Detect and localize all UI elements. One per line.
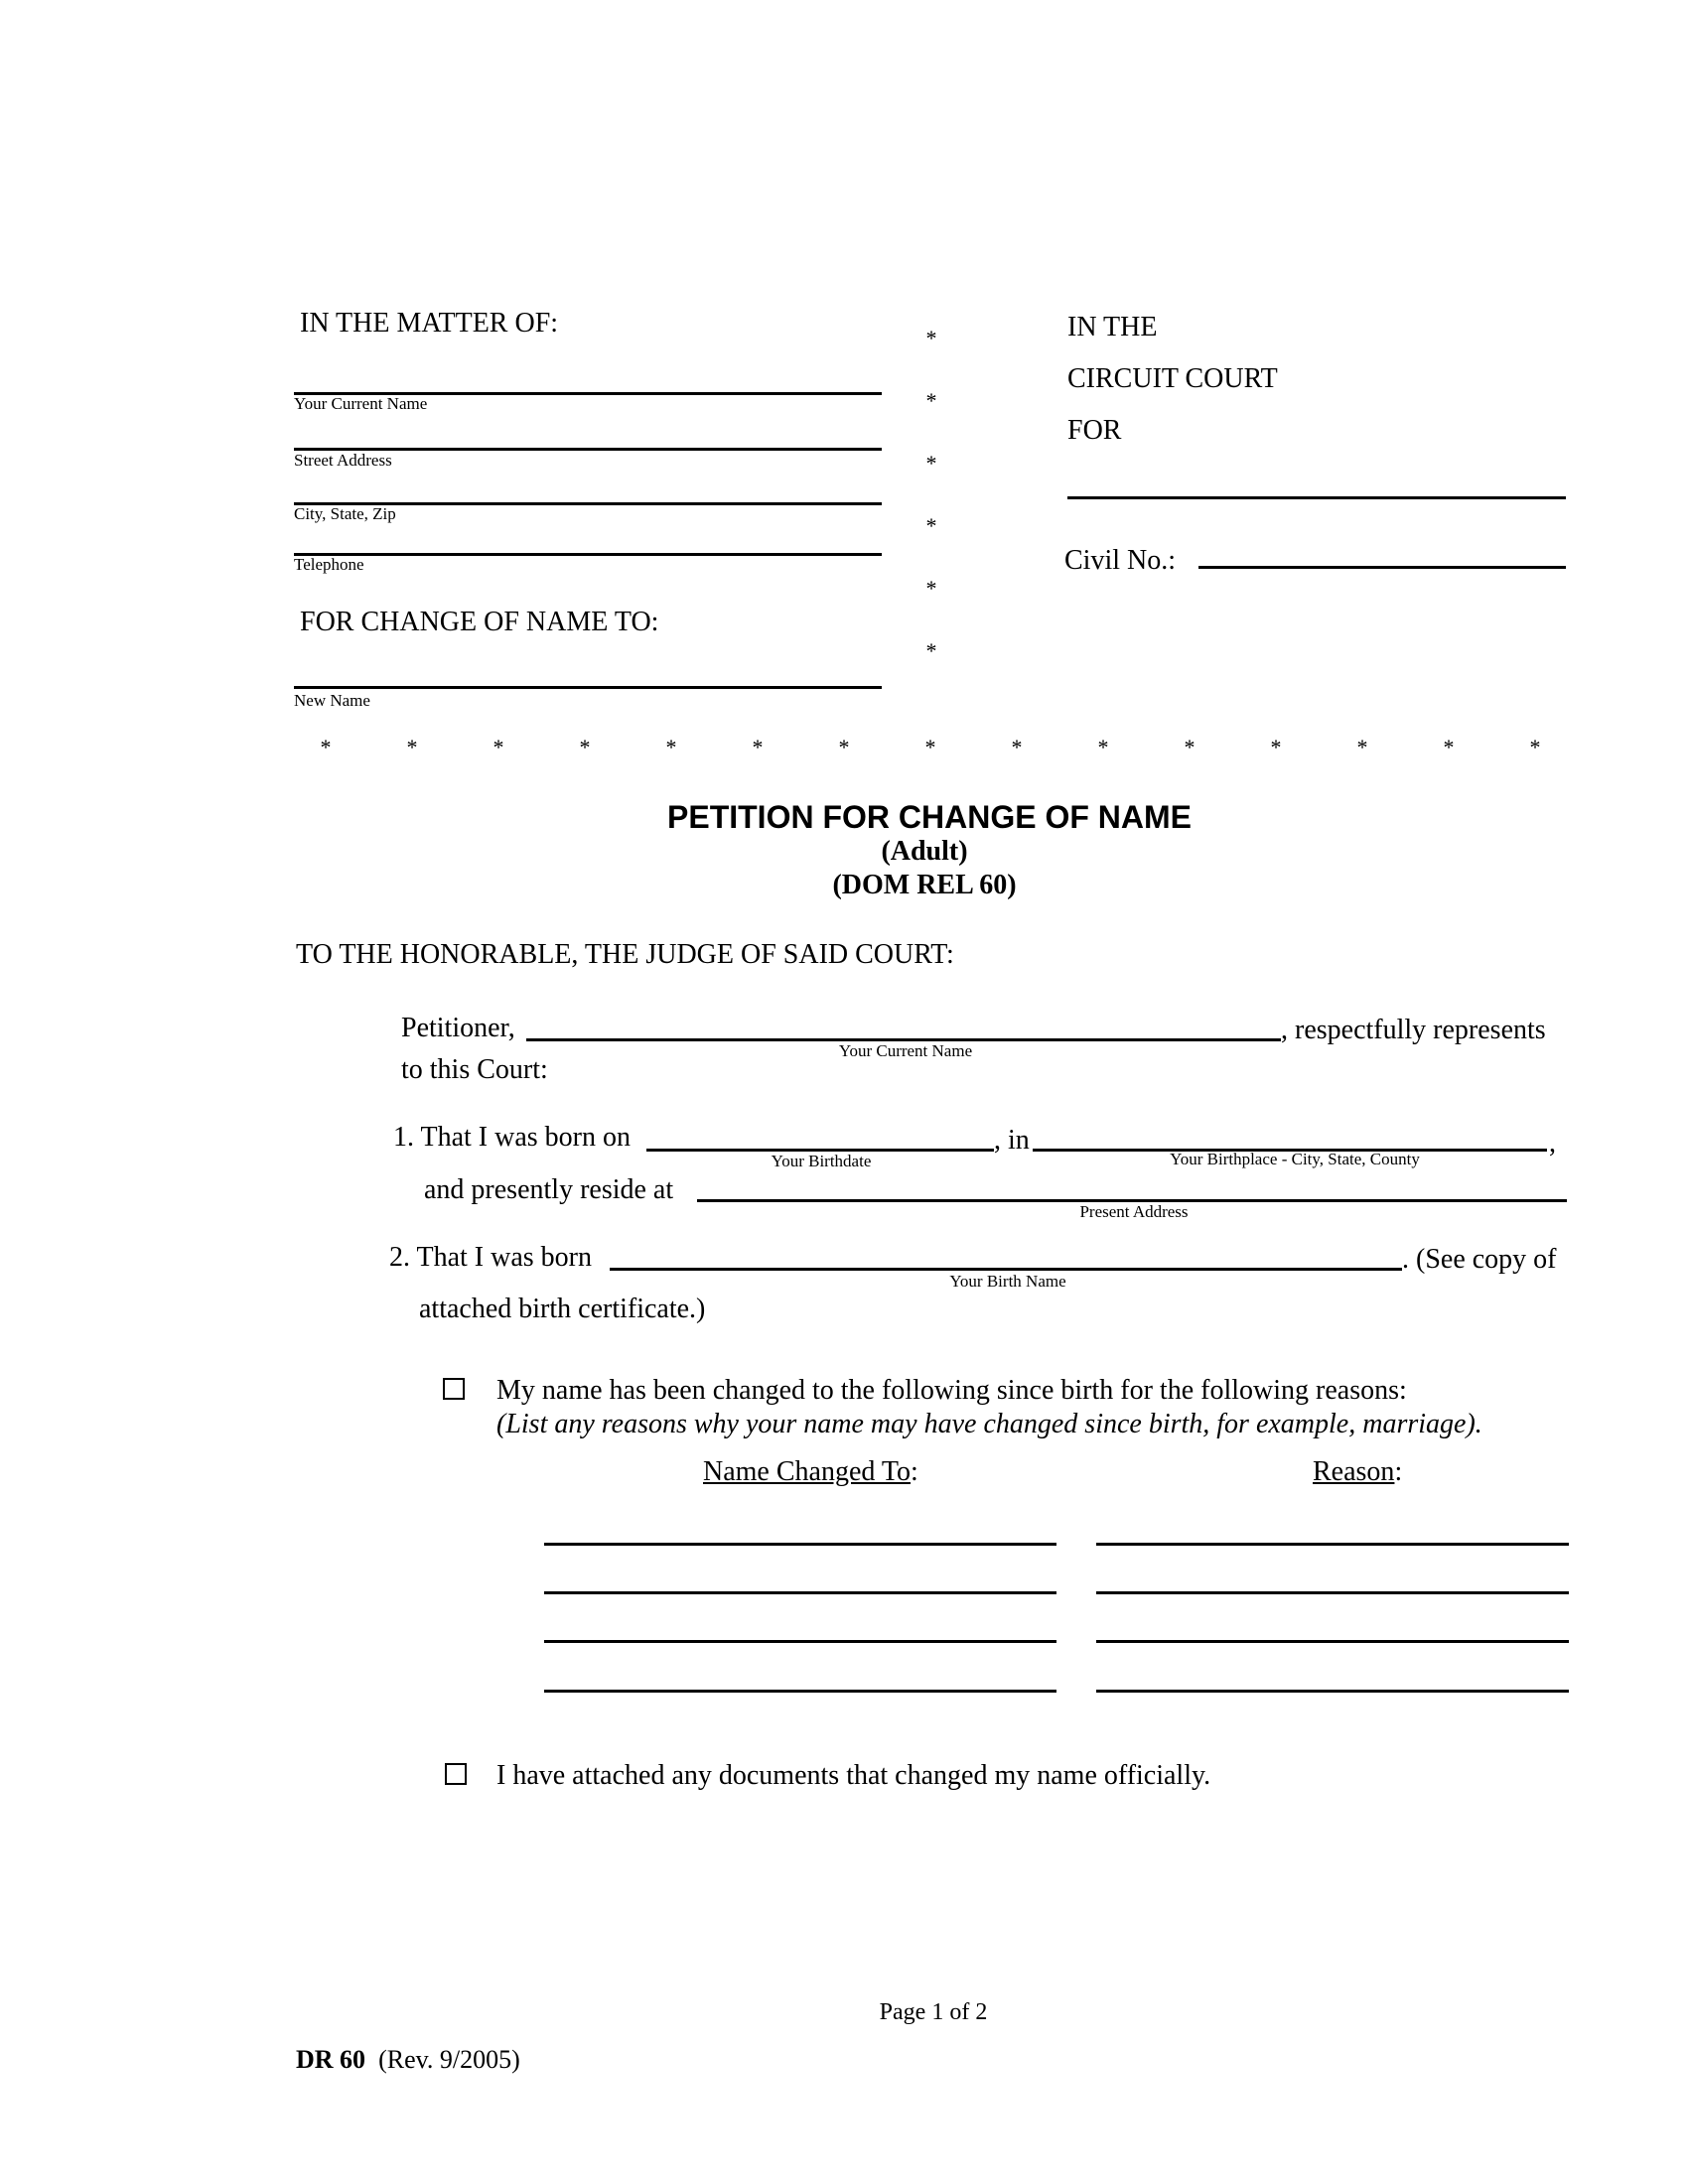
separator-star: * [925,451,937,476]
name-changed-to-header [703,1456,918,1488]
separator-star: * [925,388,937,413]
present-address-label: Present Address [1079,1202,1189,1221]
divider-star: * [492,735,504,759]
divider-star: * [1097,735,1109,759]
current-name-label: Your Current Name [294,394,428,413]
reside-label: and presently reside at [424,1174,674,1205]
name-changed-field-3[interactable] [544,1640,1056,1643]
reason-field-3[interactable] [1096,1640,1569,1643]
civil-no-label: Civil No.: [1064,545,1177,576]
city-state-zip-label: City, State, Zip [294,504,396,523]
item2-born: 2. That I was born [389,1242,592,1273]
form-id: DR 60 [296,2045,366,2074]
divider-star: * [1270,735,1282,759]
divider-star: * [838,735,850,759]
name-changed-text: My name has been changed to the following since birth for the following reasons: [496,1375,1407,1406]
separator-star: * [925,576,937,601]
telephone-field[interactable] [294,553,882,556]
respectfully-represents: , respectfully represents [1281,1015,1546,1045]
divider-star: * [1443,735,1455,759]
reason-header [1313,1456,1402,1488]
documents-attached-text: I have attached any documents that changed my name officially. [496,1760,1211,1791]
civil-no-field[interactable] [1198,566,1566,569]
divider-star: * [1011,735,1023,759]
divider-star: * [1529,735,1541,759]
birth-name-label: Your Birth Name [949,1272,1066,1291]
new-name-label: New Name [294,691,370,710]
divider-star: * [1356,735,1368,759]
item1-born-on: 1. That I was born on [393,1122,631,1153]
page-title: PETITION FOR CHANGE OF NAME [667,799,1192,835]
divider-star: * [320,735,332,759]
matter-of-heading: IN THE MATTER OF: [300,308,559,339]
separator-star: * [925,326,937,350]
county-field[interactable] [1067,496,1566,499]
documents-attached-checkbox[interactable] [445,1763,467,1785]
name-changed-note: (List any reasons why your name may have changed since birth, for example, marriage). [496,1409,1482,1439]
petitioner-label: Petitioner, [401,1013,515,1043]
change-to-heading: FOR CHANGE OF NAME TO: [300,607,659,637]
birthplace-label: Your Birthplace - City, State, County [1170,1150,1420,1168]
new-name-field[interactable] [294,686,882,689]
court-circuit-court: CIRCUIT COURT [1067,363,1278,394]
name-changed-field-2[interactable] [544,1591,1056,1594]
petitioner-name-label: Your Current Name [838,1041,973,1060]
page-subtitle: (Adult) [881,836,968,867]
divider-star: * [752,735,764,759]
item1-comma: , [1549,1128,1556,1159]
form-revision: (Rev. 9/2005) [378,2045,520,2074]
name-changed-to-text: Name Changed To [703,1456,912,1487]
colon: : [911,1456,918,1487]
to-this-court: to this Court: [401,1054,548,1085]
divider-star: * [1184,735,1196,759]
reason-field-2[interactable] [1096,1591,1569,1594]
item1-in: , in [994,1125,1030,1156]
name-changed-field-1[interactable] [544,1543,1056,1546]
court-in-the: IN THE [1067,312,1158,342]
see-copy-of: . (See copy of [1402,1244,1557,1275]
birth-name-field[interactable] [610,1268,1402,1271]
attached-birth-certificate: attached birth certificate.) [419,1294,706,1324]
divider-star: * [579,735,591,759]
street-address-label: Street Address [294,451,392,470]
page-number: Page 1 of 2 [879,1999,988,2025]
form-code: (DOM REL 60) [832,870,1017,900]
name-changed-checkbox[interactable] [443,1378,465,1400]
reason-field-4[interactable] [1096,1690,1569,1693]
separator-star: * [925,513,937,538]
separator-star: * [925,638,937,663]
salutation: TO THE HONORABLE, THE JUDGE OF SAID COURT: [296,939,954,970]
divider-star: * [924,735,936,759]
name-changed-field-4[interactable] [544,1690,1056,1693]
court-for: FOR [1067,415,1122,446]
colon: : [1394,1456,1403,1487]
divider-star: * [406,735,418,759]
form-id-footer [296,2045,520,2075]
reason-field-1[interactable] [1096,1543,1569,1546]
telephone-label: Telephone [294,555,364,574]
divider-star: * [665,735,677,759]
birthdate-label: Your Birthdate [771,1152,872,1170]
reason-text: Reason [1313,1456,1395,1487]
